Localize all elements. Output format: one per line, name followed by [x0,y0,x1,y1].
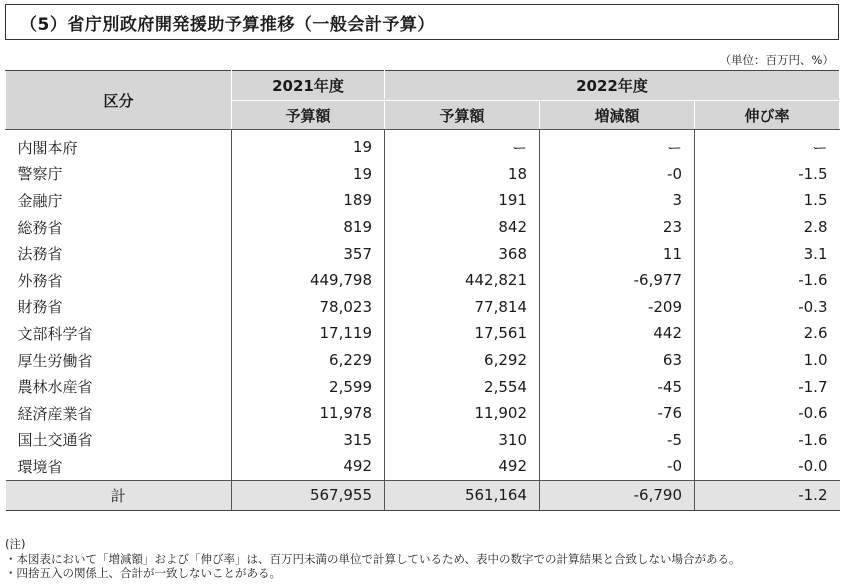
table-row [6,373,840,400]
table-row [6,427,840,454]
header-diff: 増減額 [540,101,695,130]
growth-rate: -1.5 [695,161,840,188]
budget-2021: 819 [232,214,385,241]
header-year-2022: 2022年度 [385,71,840,101]
budget-2022: 842 [385,214,540,241]
ministry-name: 財務省 [17,298,63,317]
diff-value: 442 [540,320,695,347]
table-row [6,214,840,241]
budget-2021: 492 [232,453,385,480]
total-budget-2021: 567,955 [232,480,385,510]
ministry-name: 警察庁 [17,165,63,184]
budget-2021: 19 [232,161,385,188]
notes [5,537,741,581]
growth-rate: 1.5 [695,187,840,214]
budget-2021: 449,798 [232,267,385,294]
growth-rate: 1.0 [695,347,840,374]
growth-rate: -0.0 [695,453,840,480]
growth-rate: -1.7 [695,373,840,400]
table-row [6,187,840,214]
budget-2021: 19 [232,130,385,161]
notes-heading: (注) [5,537,26,551]
diff-value: -0 [540,161,695,188]
growth-rate: -0.3 [695,294,840,321]
table-row [6,267,840,294]
ministry-name: 厚生労働省 [17,351,93,370]
budget-2022: 17,561 [385,320,540,347]
budget-2022: ー [385,130,540,161]
header-rate: 伸び率 [695,101,840,130]
budget-2022: 18 [385,161,540,188]
budget-2022: 368 [385,240,540,267]
budget-2021: 189 [232,187,385,214]
ministry-name: 環境省 [17,457,63,476]
budget-2022: 310 [385,427,540,454]
growth-rate: 2.6 [695,320,840,347]
budget-2022: 492 [385,453,540,480]
header-budget-2022: 予算額 [385,101,540,130]
growth-rate: 2.8 [695,214,840,241]
diff-value: -209 [540,294,695,321]
diff-value: 11 [540,240,695,267]
note-line: ・本図表において「増減額」および「伸び率」は、百万円未満の単位で計算しているため、表中の数字での計算結果と合致しない場合がある。 [5,551,741,566]
total-row [6,480,840,510]
table-title: （5）省庁別政府開発援助予算推移（一般会計予算） [5,4,839,40]
budget-2022: 77,814 [385,294,540,321]
diff-value: ー [540,130,695,161]
budget-2022: 6,292 [385,347,540,374]
table-row [6,320,840,347]
budget-2022: 2,554 [385,373,540,400]
growth-rate: -1.6 [695,427,840,454]
diff-value: 23 [540,214,695,241]
budget-2022: 11,902 [385,400,540,427]
table-row [6,347,840,374]
diff-value: -0 [540,453,695,480]
ministry-name: 外務省 [17,271,63,290]
table-row [6,400,840,427]
growth-rate: ー [695,130,840,161]
ministry-name: 文部科学省 [17,324,93,343]
ministry-name: 総務省 [17,218,63,237]
budget-2021: 2,599 [232,373,385,400]
diff-value: -45 [540,373,695,400]
growth-rate: 3.1 [695,240,840,267]
budget-2021: 6,229 [232,347,385,374]
unit-label: （単位：百万円、%） [719,53,834,67]
ministry-name: 農林水産省 [17,378,93,397]
budget-2021: 315 [232,427,385,454]
table-row [6,240,840,267]
header-kubun: 区分 [6,71,232,130]
total-diff: -6,790 [540,480,695,510]
diff-value: 3 [540,187,695,214]
diff-value: -76 [540,400,695,427]
oda-budget-table [5,70,840,511]
growth-rate: -1.6 [695,267,840,294]
diff-value: -5 [540,427,695,454]
diff-value: -6,977 [540,267,695,294]
ministry-name: 国土交通省 [17,431,93,450]
table-row [6,453,840,480]
budget-2021: 11,978 [232,400,385,427]
note-line: ・四捨五入の関係上、合計が一致しないことがある。 [5,566,281,580]
total-budget-2022: 561,164 [385,480,540,510]
budget-2021: 357 [232,240,385,267]
table-body [6,130,840,481]
budget-2022: 442,821 [385,267,540,294]
budget-2021: 78,023 [232,294,385,321]
total-rate: -1.2 [695,480,840,510]
ministry-name: 法務省 [17,245,63,264]
budget-2022: 191 [385,187,540,214]
ministry-name: 経済産業省 [17,404,93,423]
growth-rate: -0.6 [695,400,840,427]
table-row [6,294,840,321]
total-label: 計 [6,480,232,510]
ministry-name: 内閣本府 [17,138,78,157]
ministry-name: 金融庁 [17,191,63,210]
table-row [6,130,840,161]
diff-value: 63 [540,347,695,374]
table-row [6,161,840,188]
budget-2021: 17,119 [232,320,385,347]
header-year-2021: 2021年度 [232,71,385,101]
header-budget-2021: 予算額 [232,101,385,130]
